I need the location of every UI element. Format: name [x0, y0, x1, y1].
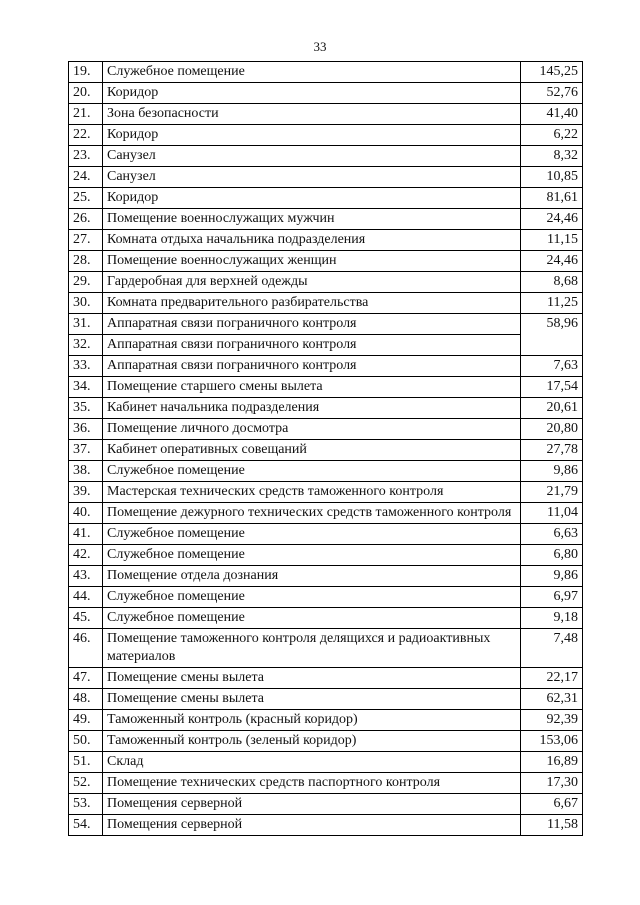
row-number: 36.: [69, 419, 103, 440]
row-number: 41.: [69, 524, 103, 545]
row-number: 54.: [69, 815, 103, 836]
room-name: Кабинет оперативных совещаний: [103, 440, 521, 461]
row-number: 34.: [69, 377, 103, 398]
table-row: [69, 125, 583, 146]
table-row: [69, 356, 583, 377]
room-name: Зона безопасности: [103, 104, 521, 125]
room-area: 8,68: [521, 272, 583, 293]
room-name: Коридор: [103, 83, 521, 104]
room-area: 16,89: [521, 752, 583, 773]
room-area: 6,22: [521, 125, 583, 146]
room-name: Коридор: [103, 125, 521, 146]
row-number: 20.: [69, 83, 103, 104]
table-row: [69, 503, 583, 524]
table-row: [69, 272, 583, 293]
row-number: 24.: [69, 167, 103, 188]
table-row: [69, 440, 583, 461]
row-number: 40.: [69, 503, 103, 524]
room-area: 6,80: [521, 545, 583, 566]
row-number: 46.: [69, 629, 103, 668]
room-area: 24,46: [521, 209, 583, 230]
room-name: Служебное помещение: [103, 608, 521, 629]
table-row: [69, 461, 583, 482]
room-area: 7,63: [521, 356, 583, 377]
room-name: Помещение дежурного технических средств таможенного контроля: [103, 503, 521, 524]
table-row: [69, 293, 583, 314]
table-row: [69, 773, 583, 794]
table-row: [69, 251, 583, 272]
row-number: 50.: [69, 731, 103, 752]
room-name: Служебное помещение: [103, 524, 521, 545]
row-number: 27.: [69, 230, 103, 251]
room-name: Помещения серверной: [103, 794, 521, 815]
row-number: 38.: [69, 461, 103, 482]
table-row: [69, 752, 583, 773]
row-number: 35.: [69, 398, 103, 419]
table-row: [69, 188, 583, 209]
room-name: Комната предварительного разбирательства: [103, 293, 521, 314]
room-name: Помещение технических средств паспортного контроля: [103, 773, 521, 794]
room-area: 17,54: [521, 377, 583, 398]
room-name: Помещение старшего смены вылета: [103, 377, 521, 398]
room-name: Служебное помещение: [103, 62, 521, 83]
table-row: [69, 668, 583, 689]
table-row: [69, 419, 583, 440]
table-row: [69, 689, 583, 710]
table-row: [69, 566, 583, 587]
table-row: [69, 731, 583, 752]
room-area: 11,25: [521, 293, 583, 314]
room-area: 7,48: [521, 629, 583, 668]
room-name: Аппаратная связи пограничного контроля: [103, 335, 521, 356]
row-number: 37.: [69, 440, 103, 461]
row-number: 53.: [69, 794, 103, 815]
table-row: [69, 62, 583, 83]
table-row: [69, 104, 583, 125]
row-number: 29.: [69, 272, 103, 293]
room-area: 58,96: [521, 314, 583, 356]
table-row: [69, 587, 583, 608]
room-name: Санузел: [103, 146, 521, 167]
row-number: 42.: [69, 545, 103, 566]
row-number: 52.: [69, 773, 103, 794]
room-name: Мастерская технических средств таможенного контроля: [103, 482, 521, 503]
table-row: [69, 209, 583, 230]
rooms-table: [68, 61, 583, 836]
page-number: 33: [313, 39, 327, 54]
row-number: 28.: [69, 251, 103, 272]
table-row: [69, 482, 583, 503]
room-area: 6,63: [521, 524, 583, 545]
room-area: 27,78: [521, 440, 583, 461]
room-area: 52,76: [521, 83, 583, 104]
room-name: Таможенный контроль (красный коридор): [103, 710, 521, 731]
room-name: Склад: [103, 752, 521, 773]
table-row: [69, 524, 583, 545]
room-area: 153,06: [521, 731, 583, 752]
row-number: 39.: [69, 482, 103, 503]
rooms-table-body: [69, 62, 583, 836]
room-area: 22,17: [521, 668, 583, 689]
row-number: 26.: [69, 209, 103, 230]
room-name: Служебное помещение: [103, 587, 521, 608]
table-row: [69, 608, 583, 629]
table-row: [69, 314, 583, 335]
row-number: 43.: [69, 566, 103, 587]
room-name: Аппаратная связи пограничного контроля: [103, 314, 521, 335]
room-name: Коридор: [103, 188, 521, 209]
row-number: 51.: [69, 752, 103, 773]
table-row: [69, 629, 583, 668]
row-number: 21.: [69, 104, 103, 125]
table-row: [69, 398, 583, 419]
room-area: 62,31: [521, 689, 583, 710]
table-row: [69, 335, 583, 356]
room-name: Помещения серверной: [103, 815, 521, 836]
room-name: Помещение смены вылета: [103, 689, 521, 710]
table-row: [69, 377, 583, 398]
room-area: 17,30: [521, 773, 583, 794]
room-name: Помещение отдела дознания: [103, 566, 521, 587]
room-name: Служебное помещение: [103, 545, 521, 566]
room-name: Аппаратная связи пограничного контроля: [103, 356, 521, 377]
room-area: 6,97: [521, 587, 583, 608]
room-name: Помещение военнослужащих мужчин: [103, 209, 521, 230]
room-name: Комната отдыха начальника подразделения: [103, 230, 521, 251]
room-area: 9,86: [521, 566, 583, 587]
room-name: Служебное помещение: [103, 461, 521, 482]
room-area: 24,46: [521, 251, 583, 272]
room-area: 21,79: [521, 482, 583, 503]
room-name: Таможенный контроль (зеленый коридор): [103, 731, 521, 752]
room-area: 20,80: [521, 419, 583, 440]
row-number: 48.: [69, 689, 103, 710]
room-area: 41,40: [521, 104, 583, 125]
row-number: 30.: [69, 293, 103, 314]
room-name: Помещение смены вылета: [103, 668, 521, 689]
row-number: 23.: [69, 146, 103, 167]
room-area: 9,18: [521, 608, 583, 629]
row-number: 31.: [69, 314, 103, 335]
room-area: 8,32: [521, 146, 583, 167]
room-name: Помещение личного досмотра: [103, 419, 521, 440]
room-name: Гардеробная для верхней одежды: [103, 272, 521, 293]
room-area: 20,61: [521, 398, 583, 419]
room-name: Кабинет начальника подразделения: [103, 398, 521, 419]
row-number: 19.: [69, 62, 103, 83]
room-area: 11,04: [521, 503, 583, 524]
row-number: 22.: [69, 125, 103, 146]
table-row: [69, 230, 583, 251]
table-row: [69, 794, 583, 815]
row-number: 49.: [69, 710, 103, 731]
row-number: 25.: [69, 188, 103, 209]
table-row: [69, 710, 583, 731]
room-area: 9,86: [521, 461, 583, 482]
row-number: 45.: [69, 608, 103, 629]
room-name: Помещение таможенного контроля делящихся и радиоактивных материалов: [103, 629, 521, 668]
table-row: [69, 815, 583, 836]
room-name: Санузел: [103, 167, 521, 188]
table-row: [69, 146, 583, 167]
room-area: 10,85: [521, 167, 583, 188]
room-name: Помещение военнослужащих женщин: [103, 251, 521, 272]
room-area: 6,67: [521, 794, 583, 815]
room-area: 92,39: [521, 710, 583, 731]
room-area: 145,25: [521, 62, 583, 83]
row-number: 32.: [69, 335, 103, 356]
room-area: 81,61: [521, 188, 583, 209]
row-number: 44.: [69, 587, 103, 608]
row-number: 47.: [69, 668, 103, 689]
table-row: [69, 167, 583, 188]
row-number: 33.: [69, 356, 103, 377]
table-row: [69, 83, 583, 104]
room-area: 11,58: [521, 815, 583, 836]
room-area: 11,15: [521, 230, 583, 251]
table-row: [69, 545, 583, 566]
